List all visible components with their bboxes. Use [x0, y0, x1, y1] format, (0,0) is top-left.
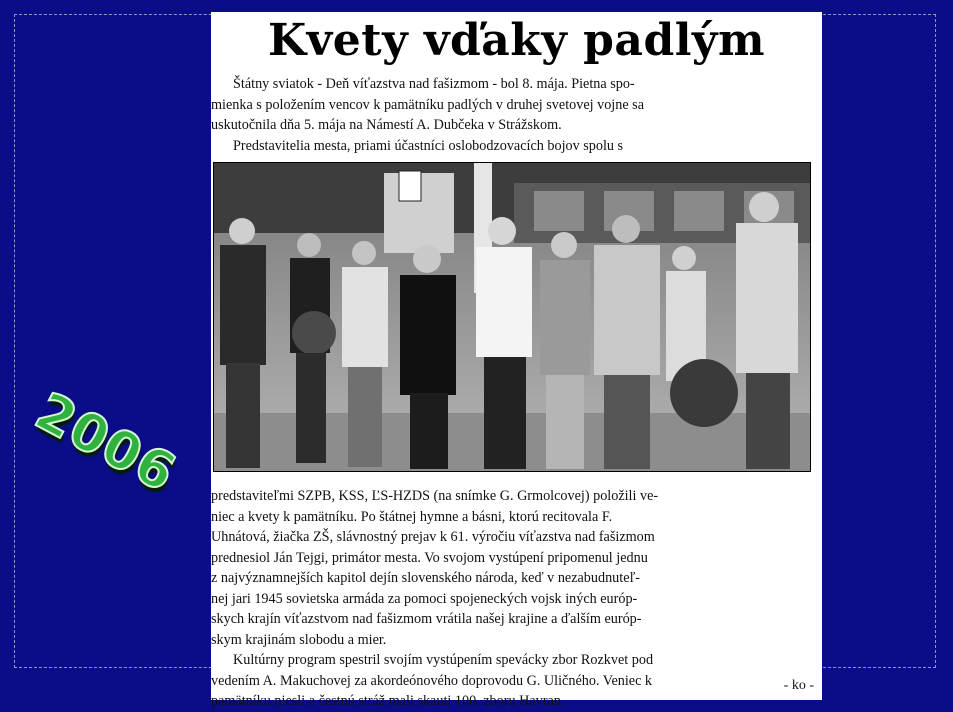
- text-line: z najvýznamnejších kapitol dejín slovenského národa, keď v nezabudnuteľ-: [211, 570, 640, 586]
- text-line: vedením A. Makuchovej za akordeónového doprovodu G. Uličného. Veniec k: [211, 672, 653, 689]
- text-line: prednesiol Ján Tejgi, primátor mesta. Vo svojom vystúpení pripomenul jednu: [211, 549, 648, 566]
- text-line: skym krajinám slobodu a mier.: [211, 631, 387, 648]
- text-line: Kultúrny program spestril svojím vystúpením spevácky zbor Rozkvet pod: [233, 652, 654, 668]
- text-line: niec a kvety k pamätníku. Po štátnej hymne a básni, ktorú recitovala F.: [211, 508, 613, 525]
- text-line: pamätníku niesli a čestnú stráž mali skauti 100. zboru Havran.: [211, 693, 565, 709]
- text-line: predstaviteľmi SZPB, KSS, ĽS-HZDS (na snímke G. Grmolcovej) položili ve-: [211, 488, 659, 504]
- text-line: uskutočnila dňa 5. mája na Námestí A. Dubčeka v Strážskom.: [211, 117, 562, 133]
- author-signature: - ko -: [783, 678, 814, 693]
- text-line: nej jari 1945 sovietska armáda za pomoci spojeneckých vojsk iných európ-: [211, 590, 638, 607]
- year-label: 2006: [25, 381, 186, 505]
- newspaper-clipping: [211, 12, 822, 709]
- text-line: Štátny sviatok - Deň víťazstva nad fašizmom - bol 8. mája. Pietna spo-: [233, 76, 635, 92]
- text-line: Predstavitelia mesta, priami účastníci oslobodzovacích bojov spolu s: [233, 137, 624, 154]
- article-body: [211, 486, 811, 712]
- article-intro: [211, 74, 811, 156]
- ceremony-photo-illustration: [214, 163, 810, 471]
- article-photo: [213, 162, 811, 472]
- text-line: Uhnátová, žiačka ZŠ, slávnostný prejav k 61. výročiu víťazstva nad fašizmom: [211, 529, 655, 545]
- text-line: mienka s položením vencov k pamätníku padlých v druhej svetovej vojne sa: [211, 96, 645, 113]
- text-line: skych krajín víťazstvom nad fašizmom vrátila našej krajine a ďalším európ-: [211, 611, 642, 627]
- article-headline: Kvety vďaky padlým: [267, 15, 766, 66]
